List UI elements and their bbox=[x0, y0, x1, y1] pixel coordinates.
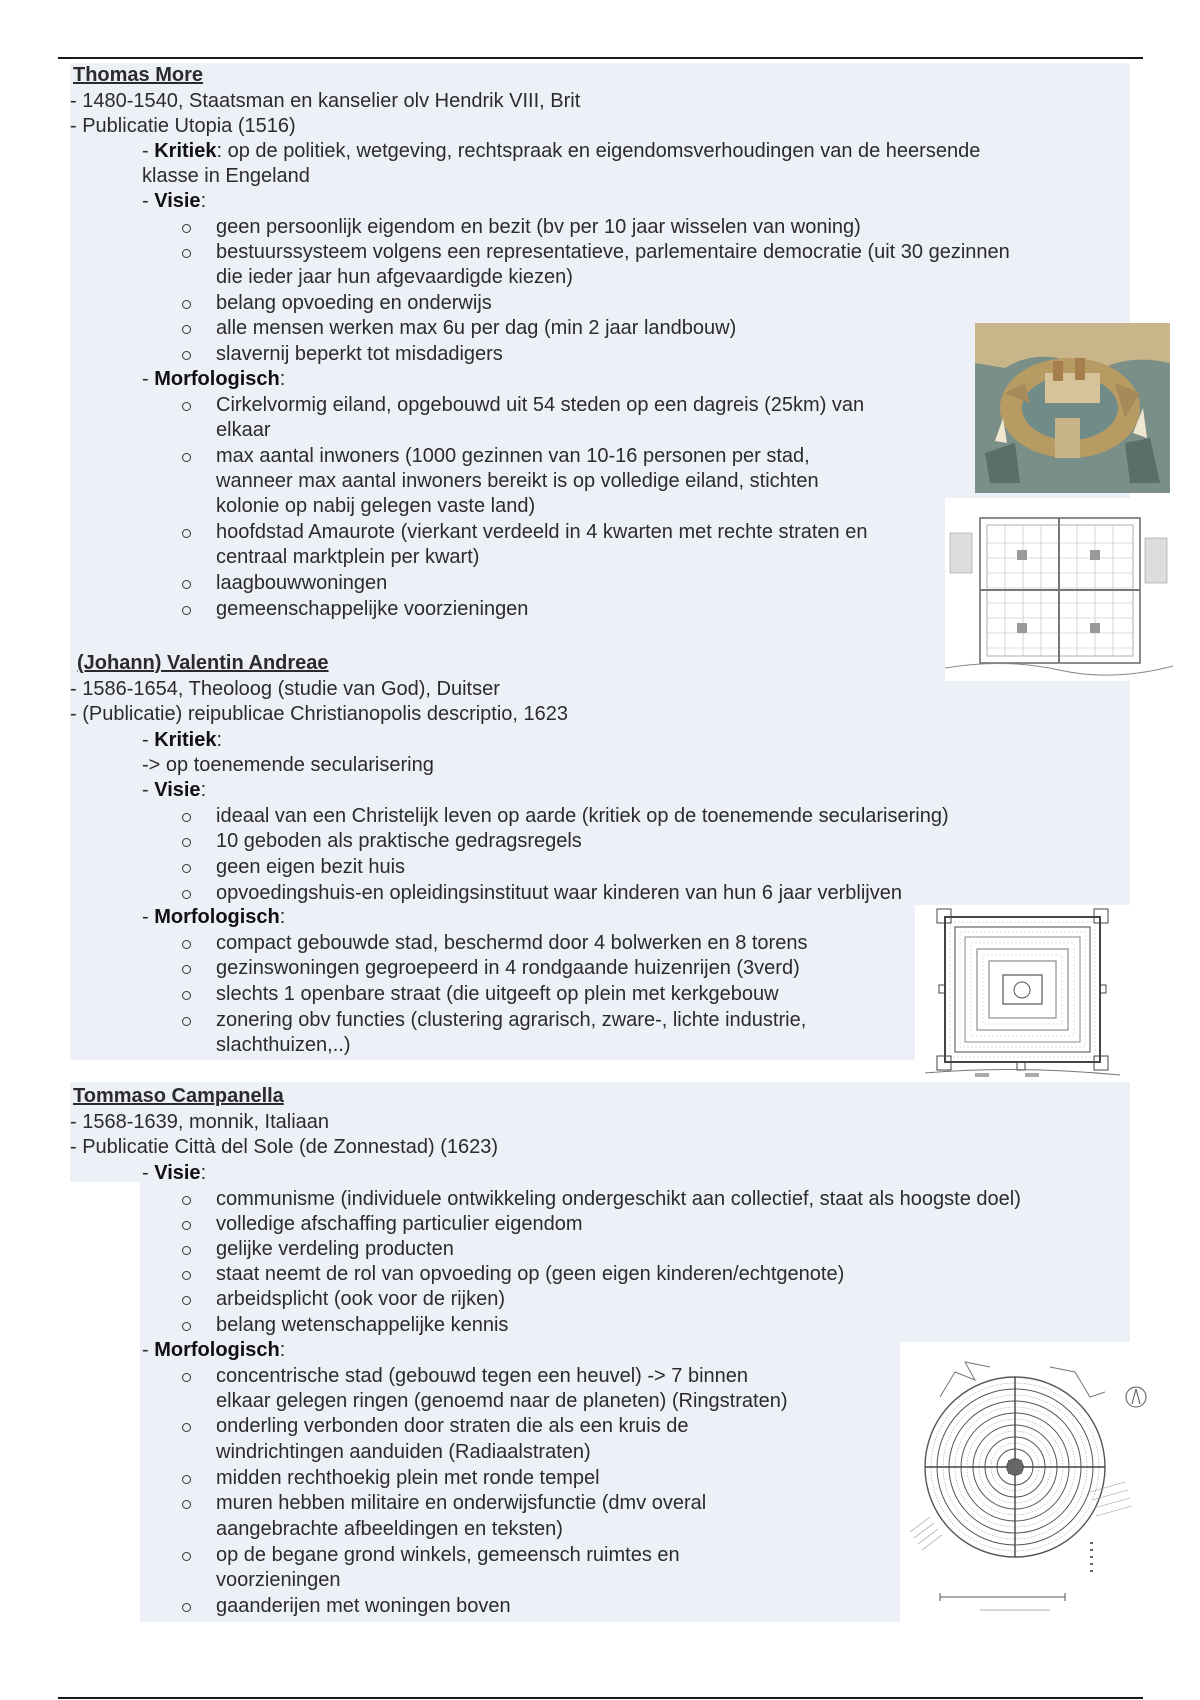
kritiek-label: Kritiek bbox=[154, 729, 217, 751]
list-item: belang wetenschappelijke kennis bbox=[182, 1313, 508, 1338]
section-heading: Tommaso Campanella bbox=[73, 1085, 284, 1107]
bullet-icon bbox=[182, 402, 191, 411]
bullet-icon bbox=[182, 606, 191, 615]
list-item: gelijke verdeling producten bbox=[182, 1237, 454, 1262]
kritiek-text: -> op toenemende secularisering bbox=[142, 754, 434, 776]
list-item: 10 geboden als praktische gedragsregels bbox=[182, 829, 582, 854]
section-heading: Thomas More bbox=[73, 64, 204, 86]
info-line: - 1586-1654, Theoloog (studie van God), Duitser bbox=[70, 678, 500, 700]
kritiek-text-continued: klasse in Engeland bbox=[142, 165, 310, 187]
bullet-icon bbox=[182, 838, 191, 847]
bullet-icon bbox=[182, 529, 191, 538]
bullet-icon bbox=[182, 1475, 191, 1484]
list-item: geen eigen bezit huis bbox=[182, 855, 405, 880]
utopia-island-woodcut-image bbox=[975, 323, 1170, 493]
list-item-continued: elkaar bbox=[216, 419, 271, 441]
list-item-continued: slachthuizen,..) bbox=[216, 1034, 351, 1056]
morf-line: - Morfologisch: bbox=[142, 1339, 286, 1361]
bullet-icon bbox=[182, 1246, 191, 1255]
bullet-icon bbox=[182, 991, 191, 1000]
bullet-icon bbox=[182, 1271, 191, 1280]
list-item: op de begane grond winkels, gemeensch ruimtes en bbox=[182, 1543, 680, 1568]
list-item: midden rechthoekig plein met ronde tempel bbox=[182, 1466, 600, 1491]
info-line: - 1480-1540, Staatsman en kanselier olv Hendrik VIII, Brit bbox=[70, 90, 581, 112]
bullet-icon bbox=[182, 1322, 191, 1331]
info-line: - (Publicatie) reipublicae Christianopolis descriptio, 1623 bbox=[70, 703, 569, 725]
list-item: geen persoonlijk eigendom en bezit (bv per 10 jaar wisselen van woning) bbox=[182, 215, 861, 240]
list-item: compact gebouwde stad, beschermd door 4 bolwerken en 8 torens bbox=[182, 931, 807, 956]
list-item: muren hebben militaire en onderwijsfunctie (dmv overal bbox=[182, 1491, 706, 1516]
morf-label: Morfologisch bbox=[154, 906, 280, 928]
visie-line: - Visie: bbox=[142, 1162, 207, 1184]
kritiek-label: Kritiek bbox=[154, 140, 217, 162]
bullet-icon bbox=[182, 1423, 191, 1432]
list-item: Cirkelvormig eiland, opgebouwd uit 54 steden op een dagreis (25km) van bbox=[182, 393, 864, 418]
list-item-continued: elkaar gelegen ringen (genoemd naar de planeten) (Ringstraten) bbox=[216, 1390, 788, 1412]
morf-line: - Morfologisch: bbox=[142, 368, 286, 390]
section-heading: (Johann) Valentin Andreae bbox=[77, 652, 329, 674]
list-item: opvoedingshuis-en opleidingsinstituut waar kinderen van hun 6 jaar verblijven bbox=[182, 881, 902, 906]
bullet-icon bbox=[182, 965, 191, 974]
list-item: communisme (individuele ontwikkeling ondergeschikt aan collectief, staat als hoogste doel) bbox=[182, 1187, 1021, 1212]
list-item-continued: voorzieningen bbox=[216, 1569, 341, 1591]
list-item-continued: windrichtingen aanduiden (Radiaalstraten) bbox=[216, 1441, 591, 1463]
amaurote-plan-drawing bbox=[945, 498, 1173, 681]
christianopolis-plan-image bbox=[915, 905, 1130, 1082]
amaurote-city-plan-image bbox=[945, 498, 1173, 681]
list-item: alle mensen werken max 6u per dag (min 2 jaar landbouw) bbox=[182, 316, 736, 341]
bullet-icon bbox=[182, 890, 191, 899]
visie-label: Visie bbox=[154, 779, 201, 801]
visie-label: Visie bbox=[154, 1162, 201, 1184]
list-item-continued: wanneer max aantal inwoners bereikt is op volledige eiland, stichten bbox=[216, 470, 819, 492]
list-item: slechts 1 openbare straat (die uitgeeft op plein met kerkgebouw bbox=[182, 982, 779, 1007]
bullet-icon bbox=[182, 1603, 191, 1612]
bullet-icon bbox=[182, 1017, 191, 1026]
morf-label: Morfologisch bbox=[154, 368, 280, 390]
bullet-icon bbox=[182, 813, 191, 822]
bullet-icon bbox=[182, 453, 191, 462]
info-line: - 1568-1639, monnik, Italiaan bbox=[70, 1111, 330, 1133]
bullet-icon bbox=[182, 351, 191, 360]
list-item: arbeidsplicht (ook voor de rijken) bbox=[182, 1287, 505, 1312]
bullet-icon bbox=[182, 1373, 191, 1382]
morf-line: - Morfologisch: bbox=[142, 906, 286, 928]
bullet-icon bbox=[182, 224, 191, 233]
visie-label: Visie bbox=[154, 190, 201, 212]
citta-del-sole-plan-image bbox=[900, 1342, 1160, 1622]
bullet-icon bbox=[182, 249, 191, 258]
bullet-icon bbox=[182, 1221, 191, 1230]
bullet-icon bbox=[182, 864, 191, 873]
morf-label: Morfologisch bbox=[154, 1339, 280, 1361]
citta-del-sole-plan-drawing bbox=[900, 1342, 1160, 1622]
list-item: belang opvoeding en onderwijs bbox=[182, 291, 492, 316]
list-item: staat neemt de rol van opvoeding op (geen eigen kinderen/echtgenote) bbox=[182, 1262, 844, 1287]
kritiek-text: : op de politiek, wetgeving, rechtspraak en eigendomsverhoudingen van de heersende bbox=[216, 140, 981, 162]
info-line: - Publicatie Città del Sole (de Zonnestad) (1623) bbox=[70, 1136, 499, 1158]
bullet-icon bbox=[182, 1196, 191, 1205]
list-item: concentrische stad (gebouwd tegen een heuvel) -> 7 binnen bbox=[182, 1364, 748, 1389]
bullet-icon bbox=[182, 940, 191, 949]
list-item-continued: aangebrachte afbeeldingen en teksten) bbox=[216, 1518, 563, 1540]
list-item: onderling verbonden door straten die als een kruis de bbox=[182, 1414, 689, 1439]
bullet-icon bbox=[182, 1296, 191, 1305]
info-line: - Publicatie Utopia (1516) bbox=[70, 115, 296, 137]
list-item-continued: centraal marktplein per kwart) bbox=[216, 546, 480, 568]
list-item-continued: kolonie op nabij gelegen vaste land) bbox=[216, 495, 536, 517]
bullet-icon bbox=[182, 1552, 191, 1561]
visie-line: - Visie: bbox=[142, 779, 207, 801]
list-item: zonering obv functies (clustering agrarisch, zware-, lichte industrie, bbox=[182, 1008, 806, 1033]
top-rule bbox=[58, 57, 1143, 59]
list-item: bestuurssysteem volgens een representatieve, parlementaire democratie (uit 30 gezinnen bbox=[182, 240, 1010, 265]
list-item: volledige afschaffing particulier eigendom bbox=[182, 1212, 583, 1237]
bullet-icon bbox=[182, 325, 191, 334]
kritiek-line: - Kritiek: bbox=[142, 729, 223, 751]
visie-line: - Visie: bbox=[142, 190, 207, 212]
bottom-rule bbox=[58, 1697, 1143, 1699]
bullet-icon bbox=[182, 300, 191, 309]
list-item: gemeenschappelijke voorzieningen bbox=[182, 597, 528, 622]
list-item: max aantal inwoners (1000 gezinnen van 10-16 personen per stad, bbox=[182, 444, 810, 469]
christianopolis-plan-drawing bbox=[915, 905, 1130, 1082]
list-item: ideaal van een Christelijk leven op aarde (kritiek op de toenemende secularisering) bbox=[182, 804, 949, 829]
list-item-continued: die ieder jaar hun afgevaardigde kiezen) bbox=[216, 266, 573, 288]
bullet-icon bbox=[182, 580, 191, 589]
list-item: laagbouwwoningen bbox=[182, 571, 387, 596]
utopia-woodcut-drawing bbox=[975, 323, 1170, 493]
list-item: gezinswoningen gegroepeerd in 4 rondgaande huizenrijen (3verd) bbox=[182, 956, 800, 981]
bullet-icon bbox=[182, 1500, 191, 1509]
list-item: gaanderijen met woningen boven bbox=[182, 1594, 511, 1619]
kritiek-line: - Kritiek: op de politiek, wetgeving, rechtspraak en eigendomsverhoudingen van de heersende bbox=[142, 140, 981, 162]
list-item: slavernij beperkt tot misdadigers bbox=[182, 342, 503, 367]
list-item: hoofdstad Amaurote (vierkant verdeeld in 4 kwarten met rechte straten en bbox=[182, 520, 867, 545]
